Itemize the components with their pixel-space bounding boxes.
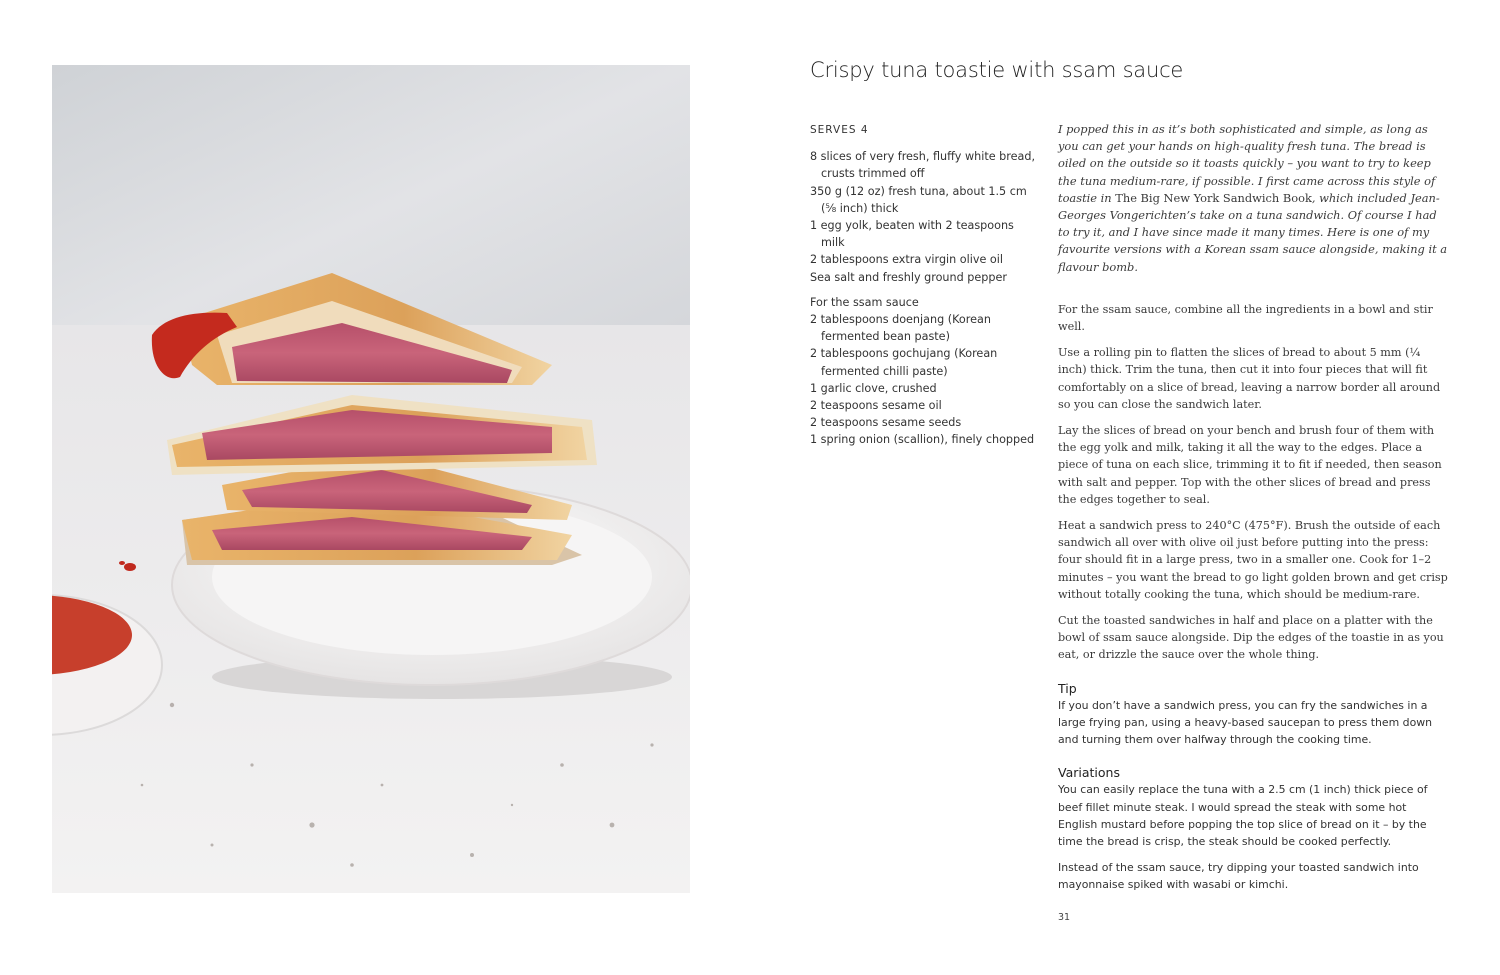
- sauce-ingredient-item: 2 tablespoons gochujang (Korean fermented chilli paste): [810, 347, 998, 378]
- method-step: Lay the slices of bread on your bench and brush four of them with the egg yolk and milk, taking it all the way to the edges. Place a piece of tuna on each slice, trimming it to fit if needed, then season with salt and pepper. Top with the other slices of bread and press the edges together to seal.: [1058, 424, 1442, 506]
- method-step: Use a rolling pin to flatten the slices of bread to about 5 mm (¼ inch) thick. Trim the tuna, then cut it into four pieces that will fit comfortably on a slice of bread, leaving a narrow border all around so you can close the sandwich later.: [1058, 346, 1441, 411]
- sauce-ingredient-item: 1 garlic clove, crushed: [810, 381, 937, 395]
- ingredient-list: [810, 148, 1035, 286]
- ingredient-item: 8 slices of very fresh, fluffy white bread, crusts trimmed off: [810, 150, 1036, 181]
- sauce-ingredient-item: 2 teaspoons sesame oil: [810, 399, 942, 413]
- intro-text-1: I popped this in as it’s both sophisticated and simple, as long as you can get your hands on high-quality fresh tuna. The bread is oiled on the outside so it toasts quickly – you want to try to keep the tuna medium-rare, if possible. I first came across this style of toastie in: [1058, 122, 1436, 205]
- sauce-ingredient-item: 1 spring onion (scallion), finely chopped: [810, 433, 1035, 447]
- method-step: For the ssam sauce, combine all the ingredients in a bowl and stir well.: [1058, 302, 1433, 334]
- ingredient-item: 2 tablespoons extra virgin olive oil: [810, 253, 1003, 267]
- variation-text: Instead of the ssam sauce, try dipping your toasted sandwich into mayonnaise spiked with wasabi or kimchi.: [1058, 861, 1419, 892]
- method-step: Cut the toasted sandwiches in half and place on a platter with the bowl of ssam sauce alongside. Dip the edges of the toastie in as you eat, or drizzle the sauce over the whole thing.: [1058, 614, 1444, 662]
- sauce-ingredient-item: 2 teaspoons sesame seeds: [810, 416, 962, 430]
- intro-text-2: , which included Jean-Georges Vongerichten’s take on a tuna sandwich. Of course I had to try it, and I have since made it many times. Here is one of my favourite versions with a Korean ssam sauce alongside, making it a flavour bomb.: [1058, 190, 1448, 274]
- variation-text: You can easily replace the tuna with a 2.5 cm (1 inch) thick piece of beef fillet minute steak. I would spread the steak with some hot English mustard before popping the top slice of bread on it – by the time the bread is crisp, the steak should be cooked perfectly.: [1058, 783, 1428, 848]
- page-number: 31: [1058, 912, 1071, 923]
- recipe-title: Crispy tuna toastie with ssam sauce: [810, 58, 1184, 82]
- method-column: [1058, 121, 1448, 903]
- sauce-ingredient-list: [810, 311, 1035, 449]
- ingredient-item: Sea salt and freshly ground pepper: [810, 270, 1007, 284]
- sauce-heading: For the ssam sauce: [810, 295, 919, 309]
- recipe-intro: [1058, 121, 1448, 276]
- recipe-photo: [52, 65, 690, 893]
- variations-heading: Variations: [1058, 765, 1120, 781]
- tip-text: If you don’t have a sandwich press, you can fry the sandwiches in a large frying pan, using a heavy-based saucepan to press them down and turning them over halfway through the cooking time.: [1058, 698, 1433, 747]
- serves-label: SERVES 4: [810, 124, 869, 136]
- ingredient-item: 350 g (12 oz) fresh tuna, about 1.5 cm (⅝ inch) thick: [810, 184, 1027, 215]
- ingredient-item: 1 egg yolk, beaten with 2 teaspoons milk: [810, 219, 1014, 250]
- tip-heading: Tip: [1058, 680, 1077, 696]
- method-step: Heat a sandwich press to 240°C (475°F). Brush the outside of each sandwich all over with olive oil just before putting into the press: four should fit in a large press, two in a smaller one. Cook for 1–2 minutes – you want the bread to go light golden brown and get crisp without totally cooking the tuna, which should be medium-rare.: [1058, 519, 1448, 601]
- sauce-ingredient-item: 2 tablespoons doenjang (Korean fermented bean paste): [810, 313, 991, 344]
- ingredients-column: [810, 122, 1035, 449]
- book-title: The Big New York Sandwich Book: [1115, 190, 1312, 205]
